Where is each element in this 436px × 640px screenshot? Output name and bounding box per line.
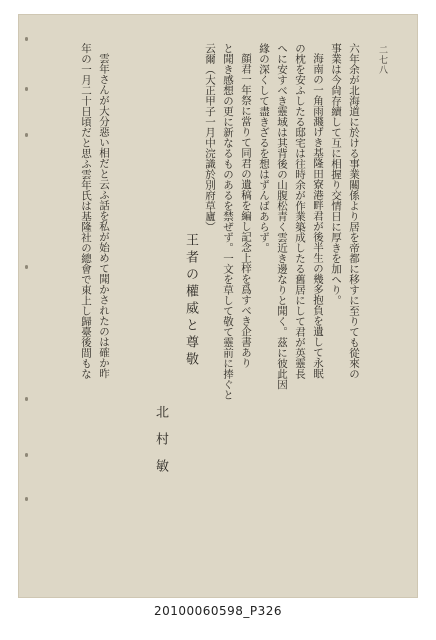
document-page <box>18 14 418 598</box>
essay-title: 王者の權威と尊敬 <box>183 233 198 369</box>
binding-hole <box>25 453 28 457</box>
binding-hole <box>25 87 28 91</box>
text-column: 海南の一角雨濺げき基隆田寮港畔君が後半生の幾多抱負を遺して永眠 <box>312 53 324 379</box>
text-column: 年の一月二十日頃だと思ふ雲年氏は基隆社の總會で東上し歸臺後間もな <box>80 43 92 379</box>
text-column: 六年余が北海道に於ける事業關係より居を帝都に移すに至りても從來の <box>348 43 360 379</box>
page-number: 二七八 <box>377 45 387 75</box>
author-name: 北村敏 <box>153 405 168 486</box>
text-column: 云爾（大正甲子一月中浣識於別府草廬） <box>204 43 216 232</box>
text-column: と聞き感想の更に新なるものあるを禁ぜず。一文を草して敬て靈前に捧ぐと <box>222 43 234 400</box>
binding-hole <box>25 265 28 269</box>
text-column: 事業は今尙存續して互に相握り交情日に厚きを加へり。 <box>330 43 342 306</box>
image-caption: 20100060598_P326 <box>153 604 283 618</box>
binding-holes <box>25 15 35 597</box>
binding-hole <box>25 37 28 41</box>
text-column: へに安すべき靈域は其背後の山腹松青く雲近き邊なりと聞く。茲に彼此因 <box>276 43 288 390</box>
text-column: 顔君一年祭に當りて同君の遺稿を編し記念上梓を爲すべき企書あり <box>240 53 252 368</box>
binding-hole <box>25 133 28 137</box>
binding-hole <box>25 497 28 501</box>
binding-hole <box>25 397 28 401</box>
text-column: 雲年さんが大分惡い相だと云ふ話を私が始めて聞かされたのは確か昨 <box>98 53 110 379</box>
text-column: の枕を安ふしたる邸宅は往時余が作業築成したる舊居にして君が英靈長 <box>294 43 306 379</box>
text-column: 緣の深くして盡きざるを想はずんばあらず。 <box>258 43 270 253</box>
